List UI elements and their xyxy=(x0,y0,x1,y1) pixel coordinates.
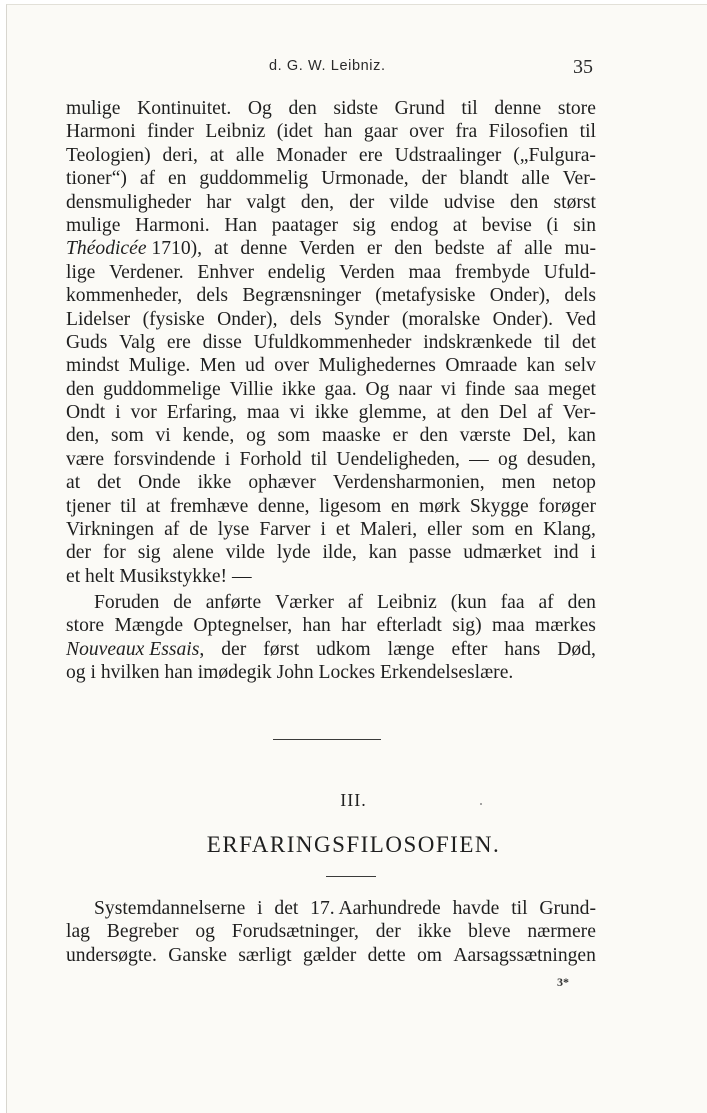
word: bedste xyxy=(434,238,485,260)
word: en xyxy=(167,168,187,190)
word: det xyxy=(274,898,299,919)
word: det xyxy=(97,472,122,494)
text-line xyxy=(66,331,596,354)
text-line xyxy=(66,144,596,167)
word: alene xyxy=(172,542,214,564)
word: Og xyxy=(247,98,272,119)
text-line xyxy=(66,97,596,120)
word: lyde xyxy=(276,542,311,564)
word: af xyxy=(537,402,553,424)
signature-mark: 3* xyxy=(557,975,569,989)
word: naar xyxy=(398,378,433,400)
word: Systemdannelserne xyxy=(94,898,246,919)
word: Onder), xyxy=(217,308,278,330)
word: Onder). xyxy=(492,308,553,330)
text-line xyxy=(66,471,596,494)
word: disse xyxy=(202,331,242,353)
word: maa xyxy=(491,615,525,637)
word: til xyxy=(543,331,561,353)
word: sig) xyxy=(452,615,482,637)
word: Uendeligheden, xyxy=(336,448,460,470)
word: endelig xyxy=(267,261,326,283)
word: ikke xyxy=(281,378,316,400)
word: faa xyxy=(500,592,525,613)
word: maa xyxy=(408,261,442,283)
word: Verden xyxy=(299,238,355,260)
word: dels xyxy=(289,308,322,330)
text-line xyxy=(66,495,596,518)
text-line xyxy=(66,401,596,424)
section-divider-rule xyxy=(273,739,381,740)
word: bleve xyxy=(468,921,511,943)
word: Virkningen xyxy=(66,519,155,541)
word: hans xyxy=(504,638,541,660)
word: kan xyxy=(526,355,555,377)
word: vor xyxy=(130,402,157,424)
word: glemme, xyxy=(358,402,427,424)
word: der xyxy=(66,542,92,564)
word: Synder xyxy=(333,308,390,330)
word: der xyxy=(221,638,247,660)
word: Død, xyxy=(557,638,596,660)
word: over xyxy=(274,355,309,377)
word: mærkes xyxy=(534,615,596,637)
word: meget xyxy=(548,378,596,400)
word: Grund- xyxy=(539,898,596,919)
word: („Fulgura- xyxy=(513,144,596,166)
word: i xyxy=(224,448,231,470)
word: Ufuldkommenheder xyxy=(253,331,412,353)
word: af xyxy=(538,592,554,613)
word: Skygge xyxy=(469,495,529,517)
page-header xyxy=(0,56,707,80)
word: Kontinuitet. xyxy=(137,98,232,119)
text-line xyxy=(66,541,596,564)
word: finder xyxy=(147,121,194,143)
word: Ver- xyxy=(562,168,596,190)
word: i xyxy=(115,402,121,424)
word: Teologien) xyxy=(66,144,151,166)
word: Maleri, xyxy=(360,519,418,541)
word: guddommelige xyxy=(103,378,221,400)
word: den xyxy=(460,402,490,424)
word: er xyxy=(366,238,383,260)
word: selv xyxy=(564,355,596,377)
word: Verdensharmonien, xyxy=(332,472,485,494)
word: for xyxy=(102,542,126,564)
word: den xyxy=(394,238,423,260)
word: og xyxy=(498,448,518,470)
word: Harmoni xyxy=(66,121,136,143)
word: endog xyxy=(390,214,439,236)
word: lyse xyxy=(217,519,250,541)
word: har xyxy=(206,191,232,213)
word: alle xyxy=(524,238,553,260)
word: tioner“) xyxy=(66,168,127,190)
text-line xyxy=(66,638,596,661)
paragraph-1 xyxy=(66,97,596,588)
word: værste xyxy=(459,425,511,447)
text-line xyxy=(66,308,596,331)
text-line xyxy=(66,167,596,190)
word: alle xyxy=(521,168,550,190)
paragraph-3 xyxy=(66,897,596,967)
word: der xyxy=(421,168,447,190)
word: i xyxy=(320,519,326,541)
word: sig xyxy=(352,214,376,236)
word: denne xyxy=(240,238,288,260)
word: til xyxy=(120,495,137,517)
word: til xyxy=(461,98,478,119)
word: mørk xyxy=(418,495,461,517)
text-line xyxy=(66,920,596,943)
word: Værker xyxy=(275,592,334,613)
word: (moralske xyxy=(401,308,481,330)
text-line xyxy=(66,518,596,541)
word: (i xyxy=(546,214,559,236)
word: densmuligheder xyxy=(66,191,192,213)
text-line xyxy=(66,614,596,637)
word: saa xyxy=(514,378,540,400)
word: af xyxy=(139,168,156,190)
text-line-last: og i hvilken han imødegik John Lockes Erkendelseslære. xyxy=(66,662,514,684)
word: store xyxy=(557,98,596,119)
word: Ufuld- xyxy=(543,261,596,283)
word: og xyxy=(246,425,266,447)
word: den, xyxy=(66,425,100,447)
word: passe xyxy=(408,542,452,564)
word: udkom xyxy=(316,638,371,660)
word: eller xyxy=(427,519,462,541)
word: de xyxy=(189,519,208,541)
word: til xyxy=(511,898,528,919)
word: den xyxy=(419,425,448,447)
word: Del, xyxy=(522,425,556,447)
word: den xyxy=(288,98,317,119)
word: desuden, xyxy=(526,448,596,470)
word: Monader xyxy=(276,144,347,166)
word: dette xyxy=(367,944,406,966)
word: — xyxy=(469,448,489,470)
word: ere xyxy=(358,144,383,166)
word: maaske xyxy=(321,425,381,447)
word: Begrænsninger xyxy=(242,285,361,307)
word: mulige xyxy=(66,98,121,119)
word: den xyxy=(510,191,539,213)
word: ligesom xyxy=(319,495,382,517)
word: ind xyxy=(553,542,579,564)
word: af xyxy=(347,592,364,613)
word: at xyxy=(146,495,161,517)
word: ilde, xyxy=(322,542,357,564)
word: maa xyxy=(246,402,280,424)
word: Han xyxy=(224,214,258,236)
word: som xyxy=(111,425,144,447)
word: Onder), xyxy=(489,285,551,307)
word: udmærket xyxy=(463,542,542,564)
word: til xyxy=(579,121,596,143)
word: Harmoni. xyxy=(135,214,210,236)
word: Aarsagssætningen xyxy=(453,944,596,966)
text-line xyxy=(66,214,596,237)
word: anførte xyxy=(205,592,262,613)
word: fra xyxy=(455,121,478,143)
word: forøger xyxy=(538,495,596,517)
word: størst xyxy=(553,191,596,213)
word: ikke xyxy=(197,472,232,494)
word: en xyxy=(390,495,410,517)
word: er xyxy=(392,425,408,447)
paragraph-2 xyxy=(66,591,596,685)
word: gælder xyxy=(302,944,357,966)
word: Forhold xyxy=(239,448,302,470)
word: Klang, xyxy=(543,519,596,541)
section-number: III. xyxy=(340,790,367,810)
word: forsvindende xyxy=(113,448,216,470)
word: Ganske xyxy=(168,944,227,966)
word: undersøgte. xyxy=(66,944,157,966)
word: (metafysiske xyxy=(375,285,476,307)
word: efterladt xyxy=(376,615,442,637)
word: Leibniz xyxy=(205,121,266,143)
word: Begreber xyxy=(106,921,179,943)
word: om xyxy=(416,944,443,966)
word: dels xyxy=(196,285,229,307)
word: valgt xyxy=(246,191,286,213)
word: ophæver xyxy=(248,472,316,494)
word: frembyde xyxy=(454,261,530,283)
word: Udstraalinger xyxy=(394,144,502,166)
word: den xyxy=(66,378,95,400)
word: i xyxy=(590,542,596,564)
word: de xyxy=(173,592,192,613)
word: (fysiske xyxy=(142,308,205,330)
word: Mulige. xyxy=(128,355,191,377)
word: Mulighedernes xyxy=(318,355,436,377)
word: Enhver xyxy=(197,261,255,283)
word: blandt xyxy=(459,168,509,190)
word: Valg xyxy=(119,331,156,353)
word: Urmonade, xyxy=(321,168,409,190)
word: Forudsætninger, xyxy=(231,921,359,943)
word: der xyxy=(349,191,375,213)
word: sin xyxy=(573,214,596,236)
text-line xyxy=(66,120,596,143)
word: Nouveaux Essais, xyxy=(66,638,205,660)
word: Guds xyxy=(66,331,108,353)
word: Ver- xyxy=(562,402,596,424)
word: bevise xyxy=(481,214,532,236)
word: den, xyxy=(300,191,335,213)
word: tjener xyxy=(66,495,111,517)
word: han xyxy=(302,615,331,637)
section-title: ERFARINGSFILOSOFIEN. xyxy=(206,832,501,857)
word: Grund xyxy=(394,98,445,119)
word: af xyxy=(164,519,180,541)
word: særligt xyxy=(238,944,292,966)
word: vi xyxy=(440,378,457,400)
word: vilde xyxy=(389,191,429,213)
word: store xyxy=(66,615,105,637)
word: Foruden xyxy=(94,592,160,613)
word: alle xyxy=(235,144,265,166)
word: Mængde xyxy=(114,615,184,637)
word: Og xyxy=(365,378,390,400)
text-line xyxy=(66,261,596,284)
word: har xyxy=(341,615,367,637)
word: dels xyxy=(564,285,596,307)
word: gaa. xyxy=(324,378,357,400)
page-number: 35 xyxy=(573,56,593,78)
word: en xyxy=(514,519,534,541)
title-underline-rule xyxy=(326,876,376,877)
word: fremhæve xyxy=(169,495,249,517)
word: ikke xyxy=(314,402,349,424)
word: denne, xyxy=(257,495,310,517)
word: der xyxy=(375,921,401,943)
word: Onde xyxy=(138,472,181,494)
word: at xyxy=(214,238,229,260)
text-line xyxy=(66,237,596,260)
word: Ved xyxy=(565,308,596,330)
text-line xyxy=(66,284,596,307)
word: Farver xyxy=(259,519,311,541)
word: sig xyxy=(137,542,161,564)
word: længe xyxy=(387,638,435,660)
word: sidste xyxy=(333,98,379,119)
word: ud xyxy=(245,355,265,377)
word: Lidelser xyxy=(66,308,131,330)
word: som xyxy=(277,425,311,447)
word: udvise xyxy=(443,191,495,213)
word: Verden xyxy=(339,261,395,283)
text-line-last: et helt Musikstykke! — xyxy=(66,565,252,587)
word: Men xyxy=(199,355,236,377)
word: og xyxy=(195,921,215,943)
word: paatager xyxy=(271,214,339,236)
word: deri, xyxy=(162,144,198,166)
word: guddommelig xyxy=(199,168,309,190)
word: mu- xyxy=(564,238,596,260)
text-line xyxy=(66,591,596,614)
text-line xyxy=(66,944,596,967)
word: kende, xyxy=(182,425,235,447)
word: over xyxy=(409,121,444,143)
word: han xyxy=(324,121,353,143)
word: at xyxy=(436,402,451,424)
word: af xyxy=(496,238,512,260)
word: finde xyxy=(465,378,506,400)
word: ere xyxy=(166,331,191,353)
word: først xyxy=(263,638,300,660)
speck xyxy=(480,803,482,805)
word: Villie xyxy=(229,378,274,400)
word: lag xyxy=(66,921,90,943)
word: denne xyxy=(494,98,542,119)
text-line xyxy=(66,378,596,401)
word: gaar xyxy=(363,121,398,143)
word: være xyxy=(66,448,105,470)
word: at xyxy=(209,144,224,166)
word: kan xyxy=(567,425,596,447)
word: Erfaring, xyxy=(166,402,237,424)
word: som xyxy=(471,519,505,541)
word: vilde xyxy=(225,542,265,564)
word: ikke xyxy=(417,921,452,943)
word: det xyxy=(571,331,596,353)
word: men xyxy=(501,472,536,494)
text-line xyxy=(66,448,596,471)
word: Ondt xyxy=(66,402,106,424)
word: kommenheder, xyxy=(66,285,183,307)
running-head: d. G. W. Leibniz. xyxy=(269,58,386,74)
word: den xyxy=(567,592,596,613)
word: (idet xyxy=(276,121,313,143)
word: at xyxy=(66,472,81,494)
word: Leibniz xyxy=(376,592,437,613)
word: mindst xyxy=(66,355,120,377)
word: til xyxy=(310,448,328,470)
word: Optegnelser, xyxy=(193,615,293,637)
word: vi xyxy=(155,425,171,447)
word: mulige xyxy=(66,214,121,236)
word: Filosofien xyxy=(488,121,569,143)
word: Théodicée 1710), xyxy=(66,238,203,260)
text-line xyxy=(66,191,596,214)
word: netop xyxy=(552,472,596,494)
word: i xyxy=(257,898,263,919)
text-line xyxy=(66,897,596,920)
word: 17. Aarhundrede xyxy=(310,898,441,919)
word: havde xyxy=(452,898,500,919)
word: nærmere xyxy=(527,921,596,943)
text-line xyxy=(66,354,596,377)
word: Del xyxy=(499,402,528,424)
word: et xyxy=(335,519,351,541)
word: kan xyxy=(368,542,397,564)
word: lige xyxy=(66,261,96,283)
word: (kun xyxy=(450,592,487,613)
text-line xyxy=(66,424,596,447)
word: at xyxy=(452,214,468,236)
word: Omraade xyxy=(445,355,518,377)
word: Verdener. xyxy=(109,261,184,283)
word: efter xyxy=(451,638,488,660)
word: indskrænkede xyxy=(423,331,533,353)
word: vi xyxy=(289,402,305,424)
